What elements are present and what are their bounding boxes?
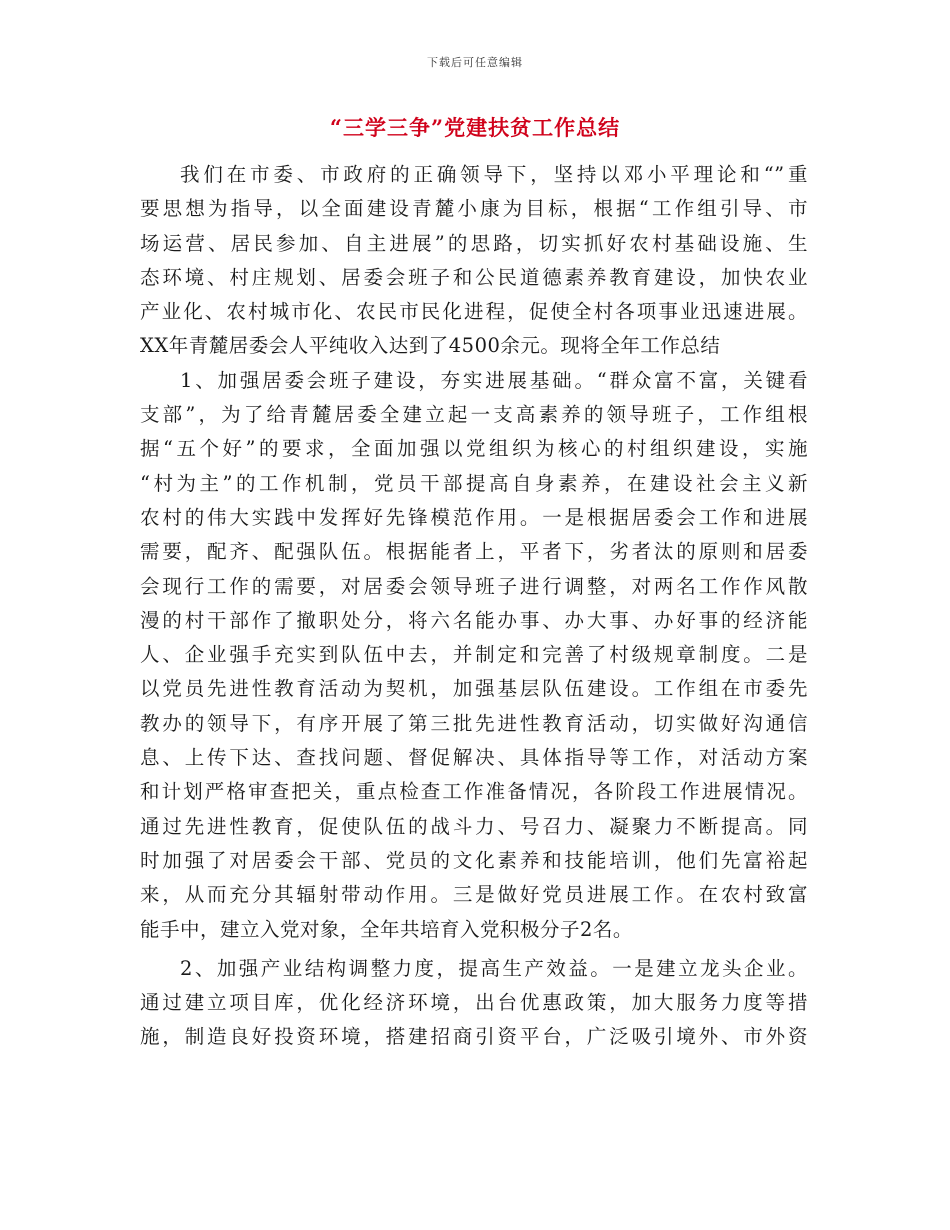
text-line: 施，制造良好投资环境，搭建招商引资平台，广泛吸引境外、市外资: [140, 1025, 808, 1049]
text-line: 息、上传下达、查找问题、督促解决、具体指导等工作，对活动方案: [140, 746, 808, 770]
text-line: 会现行工作的需要，对居委会领导班子进行调整，对两名工作作风散: [140, 574, 808, 598]
text-line: 支部”，为了给青麓居委全建立起一支高素养的领导班子，工作组根: [140, 403, 808, 427]
text-line: 产业化、农村城市化、农民市民化进程，促使全村各项事业迅速进展。: [140, 300, 808, 324]
text-line: 农村的伟大实践中发挥好先锋模范作用。一是根据居委会工作和进展: [140, 505, 808, 529]
text-line: 通过先进性教育，促使队伍的战斗力、号召力、凝聚力不断提高。同: [140, 814, 808, 838]
text-line: 2、加强产业结构调整力度，提高生产效益。一是建立龙头企业。: [180, 956, 808, 980]
document-body: [140, 158, 808, 1055]
paragraph-2: [140, 364, 808, 947]
text-line: 我们在市委、市政府的正确领导下，坚持以邓小平理论和“”重: [180, 163, 808, 186]
text-line: 和计划严格审查把关，重点检查工作准备情况，各阶段工作进展情况。: [140, 780, 808, 804]
text-line: 人、企业强手充实到队伍中去，并制定和完善了村级规章制度。二是: [140, 643, 808, 667]
text-line: 来，从而充分其辐射带动作用。三是做好党员进展工作。在农村致富: [140, 883, 808, 907]
document-title: “三学三争”党建扶贫工作总结: [329, 115, 621, 140]
text-line: XX年青麓居委会人平纯收入达到了4500余元。现将全年工作总结: [140, 334, 721, 358]
text-line: “村为主”的工作机制，党员干部提高自身素养，在建设社会主义新: [140, 471, 808, 495]
header-note: 下载后可任意编辑: [427, 56, 523, 69]
text-line: 需要，配齐、配强队伍。根据能者上，平者下，劣者汰的原则和居委: [140, 540, 808, 564]
text-line: 场运营、居民参加、自主进展”的思路，切实抓好农村基础设施、生: [140, 231, 808, 255]
text-line: 据“五个好”的要求，全面加强以党组织为核心的村组织建设，实施: [140, 437, 808, 461]
text-line: 以党员先进性教育活动为契机，加强基层队伍建设。工作组在市委先: [140, 677, 808, 701]
text-line: 时加强了对居委会干部、党员的文化素养和技能培训，他们先富裕起: [140, 848, 808, 872]
text-line: 漫的村干部作了撤职处分，将六名能办事、办大事、办好事的经济能: [140, 608, 808, 632]
text-line: 要思想为指导，以全面建设青麓小康为目标，根据“工作组引导、市: [140, 197, 808, 221]
paragraph-3: [140, 952, 808, 1055]
text-line: 1、加强居委会班子建设，夯实进展基础。“群众富不富，关键看: [180, 368, 808, 392]
text-line: 态环境、村庄规划、居委会班子和公民道德素养教育建设，加快农业: [140, 265, 808, 289]
text-line: 通过建立项目库，优化经济环境，出台优惠政策，加大服务力度等措: [140, 991, 808, 1015]
paragraph-1: [140, 158, 808, 364]
text-line: 能手中，建立入党对象，全年共培育入党积极分子2名。: [140, 917, 633, 941]
text-line: 教办的领导下，有序开展了第三批先进性教育活动，切实做好沟通信: [140, 711, 808, 735]
